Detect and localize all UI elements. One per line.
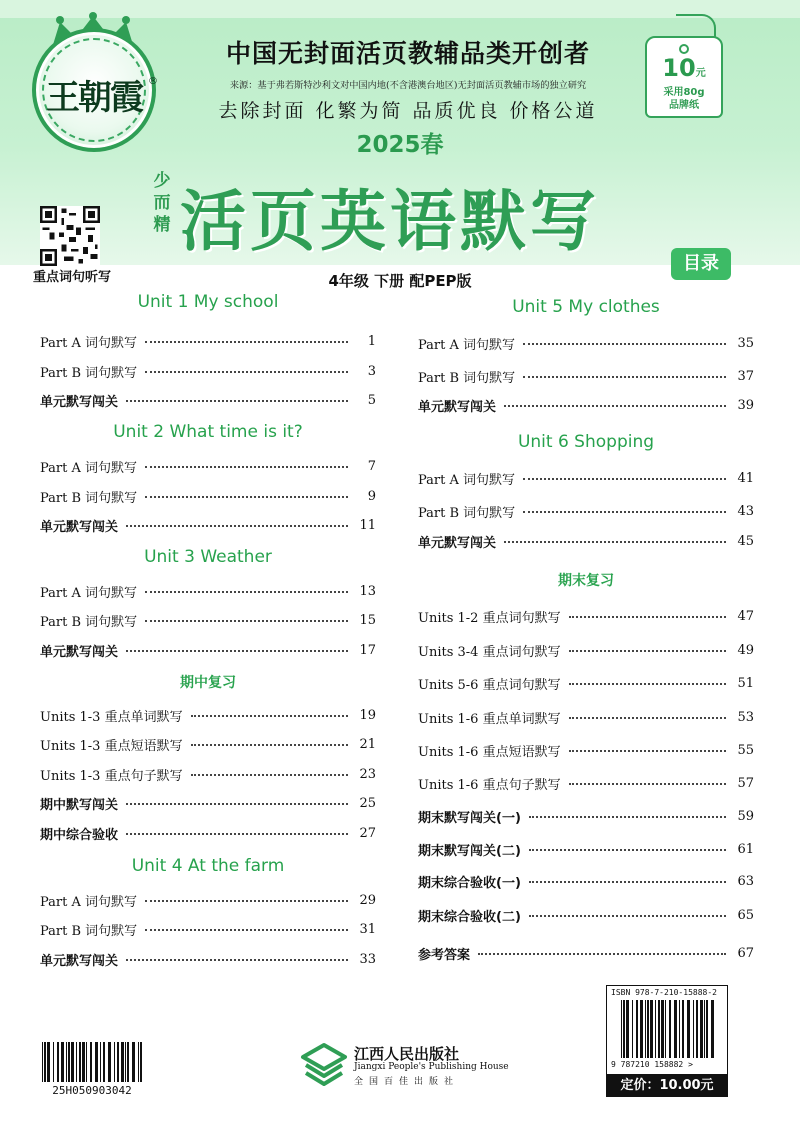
dot-leader bbox=[191, 744, 348, 746]
toc-badge: 目录 bbox=[671, 248, 731, 280]
toc-entry-label: 期中默写闯关 bbox=[40, 797, 119, 813]
toc-entry-page: 59 bbox=[737, 808, 754, 824]
toc-entry-label: Part B 词句默写 bbox=[40, 923, 138, 939]
dot-leader bbox=[529, 816, 726, 818]
toc-entry[interactable] bbox=[418, 605, 754, 627]
toc-entry-label: Units 1-3 重点句子默写 bbox=[40, 768, 183, 784]
toc-entry[interactable] bbox=[40, 918, 376, 940]
toc-entry-label: Part A 词句默写 bbox=[418, 472, 516, 488]
qr-caption: 重点词句听写 bbox=[32, 270, 111, 285]
toc-entry-page: 63 bbox=[737, 873, 754, 889]
toc-section-title: Unit 5 My clothes bbox=[512, 297, 660, 317]
toc-entry[interactable] bbox=[418, 904, 754, 926]
toc-entry-page: 49 bbox=[737, 642, 754, 658]
dot-leader bbox=[529, 915, 726, 917]
toc-entry-page: 41 bbox=[737, 470, 754, 486]
toc-entry-label: Units 1-6 重点句子默写 bbox=[418, 777, 561, 793]
toc-entry-label: Part A 词句默写 bbox=[40, 585, 138, 601]
toc-section-title: Unit 1 My school bbox=[137, 292, 279, 312]
publisher-name-en: Jiangxi People's Publishing House bbox=[354, 1062, 509, 1072]
dot-leader bbox=[145, 466, 348, 468]
toc-entry-page: 31 bbox=[359, 921, 376, 937]
toc-entry-page: 21 bbox=[359, 736, 376, 752]
toc-entry[interactable] bbox=[40, 639, 376, 661]
dot-leader bbox=[126, 400, 348, 402]
dot-leader bbox=[523, 478, 726, 480]
toc-entry-page: 29 bbox=[359, 892, 376, 908]
dot-leader bbox=[569, 783, 726, 785]
toc-entry-label: Part B 词句默写 bbox=[40, 365, 138, 381]
toc-entry-label: Part B 词句默写 bbox=[418, 505, 516, 521]
toc-entry[interactable] bbox=[40, 514, 376, 536]
toc-entry[interactable] bbox=[418, 500, 754, 522]
isbn-digits: 9 787210 158882 > bbox=[611, 1060, 693, 1069]
dot-leader bbox=[191, 774, 348, 776]
toc-entry-page: 51 bbox=[737, 675, 754, 691]
toc-entry[interactable] bbox=[40, 580, 376, 602]
toc-section-title: Unit 4 At the farm bbox=[131, 856, 285, 876]
toc-entry-label: Units 3-4 重点词句默写 bbox=[418, 644, 561, 660]
toc-entry-page: 55 bbox=[737, 742, 754, 758]
publisher-logo-icon bbox=[300, 1042, 348, 1086]
dot-leader bbox=[145, 591, 348, 593]
toc-entry-page: 1 bbox=[367, 333, 376, 349]
dot-leader bbox=[569, 750, 726, 752]
dot-leader bbox=[145, 371, 348, 373]
toc-entry-page: 17 bbox=[359, 642, 376, 658]
toc-entry[interactable] bbox=[418, 394, 754, 416]
toc-entry-page: 5 bbox=[367, 392, 376, 408]
dot-leader bbox=[145, 620, 348, 622]
toc-entry[interactable] bbox=[40, 485, 376, 507]
dot-leader bbox=[126, 833, 348, 835]
toc-entry-label: 期末综合验收(二) bbox=[418, 909, 521, 925]
toc-entry[interactable] bbox=[40, 704, 376, 726]
price-tag-amount: 10元 bbox=[662, 54, 706, 82]
dot-leader bbox=[529, 881, 726, 883]
toc-entry-label: Part A 词句默写 bbox=[40, 335, 138, 351]
toc-section-title: 期中复习 bbox=[180, 675, 236, 691]
toc-entry-label: Units 5-6 重点词句默写 bbox=[418, 677, 561, 693]
season: 2025春 bbox=[356, 132, 444, 158]
toc-section-title: 期末复习 bbox=[558, 573, 614, 589]
dot-leader bbox=[529, 849, 726, 851]
toc-entry-page: 3 bbox=[367, 363, 376, 379]
toc-entry-page: 35 bbox=[737, 335, 754, 351]
toc-entry-page: 65 bbox=[737, 907, 754, 923]
toc-entry[interactable] bbox=[40, 609, 376, 631]
toc-entry-label: Part A 词句默写 bbox=[40, 894, 138, 910]
toc-entry-page: 13 bbox=[359, 583, 376, 599]
toc-entry-page: 45 bbox=[737, 533, 754, 549]
toc-entry-label: 单元默写闯关 bbox=[418, 535, 497, 551]
toc-entry-page: 23 bbox=[359, 766, 376, 782]
toc-entry-page: 43 bbox=[737, 503, 754, 519]
toc-entry-label: Units 1-2 重点词句默写 bbox=[418, 610, 561, 626]
toc-entry-page: 7 bbox=[367, 458, 376, 474]
slogan: 中国无封面活页教辅品类开创者 bbox=[225, 39, 590, 68]
price-tag-paper: 采用80g 品牌纸 bbox=[663, 87, 705, 111]
toc-entry[interactable] bbox=[40, 455, 376, 477]
toc-entry-page: 33 bbox=[359, 951, 376, 967]
toc-entry[interactable] bbox=[40, 948, 376, 970]
toc-entry-label: 单元默写闯关 bbox=[40, 644, 119, 660]
registered-mark: ® bbox=[148, 76, 158, 87]
dot-leader bbox=[523, 511, 726, 513]
toc-entry-page: 61 bbox=[737, 841, 754, 857]
toc-entry[interactable] bbox=[418, 467, 754, 489]
toc-entry[interactable] bbox=[40, 330, 376, 352]
barcode-icon bbox=[40, 1042, 144, 1082]
dot-leader bbox=[145, 900, 348, 902]
toc-entry-page: 39 bbox=[737, 397, 754, 413]
dot-leader bbox=[523, 376, 726, 378]
toc-entry-label: Units 1-3 重点单词默写 bbox=[40, 709, 183, 725]
toc-entry-page: 11 bbox=[359, 517, 376, 533]
dot-leader bbox=[126, 650, 348, 652]
toc-entry[interactable] bbox=[418, 365, 754, 387]
toc-entry[interactable] bbox=[418, 805, 754, 827]
toc-entry-label: 单元默写闯关 bbox=[418, 399, 497, 415]
toc-entry-page: 25 bbox=[359, 795, 376, 811]
toc-entry-page: 47 bbox=[737, 608, 754, 624]
toc-entry[interactable] bbox=[40, 792, 376, 814]
toc-section-title: Unit 3 Weather bbox=[144, 547, 272, 567]
toc-entry[interactable] bbox=[40, 733, 376, 755]
toc-entry-label: Part B 词句默写 bbox=[40, 614, 138, 630]
barcode-number: 25H050903042 bbox=[52, 1084, 132, 1097]
dot-leader bbox=[478, 953, 726, 955]
toc-entry-label: Part B 词句默写 bbox=[40, 490, 138, 506]
toc-entry[interactable] bbox=[40, 360, 376, 382]
toc-entry-page: 53 bbox=[737, 709, 754, 725]
toc-entry[interactable] bbox=[418, 838, 754, 860]
toc-entry[interactable] bbox=[40, 822, 376, 844]
toc-entry-page: 15 bbox=[359, 612, 376, 628]
toc-entry[interactable] bbox=[418, 772, 754, 794]
toc-entry[interactable] bbox=[40, 889, 376, 911]
dot-leader bbox=[145, 929, 348, 931]
toc-entry[interactable] bbox=[418, 706, 754, 728]
brand-name: 王朝霞 bbox=[46, 78, 142, 118]
price-tag bbox=[645, 36, 723, 118]
toc-entry-page: 67 bbox=[737, 945, 754, 961]
isbn-block bbox=[606, 985, 728, 1075]
toc-section-title: Unit 6 Shopping bbox=[517, 432, 655, 452]
toc-entry-label: 单元默写闯关 bbox=[40, 394, 119, 410]
isbn-text: ISBN 978-7-210-15888-2 bbox=[611, 988, 717, 997]
book-title: 活页英语默写 bbox=[180, 183, 600, 260]
motto: 去除封面 化繁为简 品质优良 价格公道 bbox=[218, 100, 598, 122]
toc-entry-label: 期末默写闯关(二) bbox=[418, 843, 521, 859]
book-subtitle: 4年级 下册 配PEP版 bbox=[328, 272, 472, 290]
dot-leader bbox=[504, 541, 726, 543]
toc-entry[interactable] bbox=[40, 763, 376, 785]
toc-entry-label: Units 1-6 重点单词默写 bbox=[418, 711, 561, 727]
toc-entry-page: 57 bbox=[737, 775, 754, 791]
toc-entry-label: 期中综合验收 bbox=[40, 827, 119, 843]
qr-code-icon[interactable] bbox=[40, 206, 100, 266]
dot-leader bbox=[145, 496, 348, 498]
publisher-name: 江西人民出版社 bbox=[354, 1045, 460, 1063]
toc-entry[interactable] bbox=[418, 870, 754, 892]
toc-entry[interactable] bbox=[418, 672, 754, 694]
toc-entry[interactable] bbox=[418, 942, 754, 964]
source-note: 来源：基于弗若斯特沙利文对中国内地(不含港澳台地区)无封面活页教辅市场的独立研究 bbox=[229, 80, 587, 91]
isbn-barcode-icon bbox=[619, 1000, 719, 1058]
dot-leader bbox=[569, 616, 726, 618]
toc-entry-label: Part B 词句默写 bbox=[418, 370, 516, 386]
toc-entry-label: 期末综合验收(一) bbox=[418, 875, 521, 891]
toc-entry-label: Part A 词句默写 bbox=[418, 337, 516, 353]
toc-entry-page: 37 bbox=[737, 368, 754, 384]
dot-leader bbox=[126, 959, 348, 961]
dot-leader bbox=[126, 803, 348, 805]
toc-section-title: Unit 2 What time is it? bbox=[113, 422, 303, 442]
toc-entry[interactable] bbox=[418, 639, 754, 661]
publisher-subtitle: 全国百佳出版社 bbox=[354, 1077, 460, 1087]
dot-leader bbox=[523, 343, 726, 345]
toc-entry-label: 单元默写闯关 bbox=[40, 519, 119, 535]
toc-entry-label: 参考答案 bbox=[418, 947, 471, 963]
toc-entry[interactable] bbox=[40, 389, 376, 411]
dot-leader bbox=[191, 715, 348, 717]
toc-entry-page: 9 bbox=[367, 488, 376, 504]
toc-entry-page: 19 bbox=[359, 707, 376, 723]
toc-entry[interactable] bbox=[418, 739, 754, 761]
toc-entry-label: Units 1-6 重点短语默写 bbox=[418, 744, 561, 760]
toc-entry-label: 期末默写闯关(一) bbox=[418, 810, 521, 826]
price-label: 定价：10.00元 bbox=[606, 1075, 728, 1097]
toc-entry-label: 单元默写闯关 bbox=[40, 953, 119, 969]
dot-leader bbox=[569, 717, 726, 719]
toc-entry-page: 27 bbox=[359, 825, 376, 841]
toc-entry-label: Part A 词句默写 bbox=[40, 460, 138, 476]
brand-logo bbox=[22, 6, 164, 154]
toc-entry-label: Units 1-3 重点短语默写 bbox=[40, 738, 183, 754]
dot-leader bbox=[569, 650, 726, 652]
dot-leader bbox=[145, 341, 348, 343]
dot-leader bbox=[569, 683, 726, 685]
tag-hole-icon bbox=[679, 44, 689, 54]
toc-entry[interactable] bbox=[418, 332, 754, 354]
toc-entry[interactable] bbox=[418, 530, 754, 552]
dot-leader bbox=[126, 525, 348, 527]
title-side-label: 少 而 精 bbox=[153, 171, 171, 235]
dot-leader bbox=[504, 405, 726, 407]
